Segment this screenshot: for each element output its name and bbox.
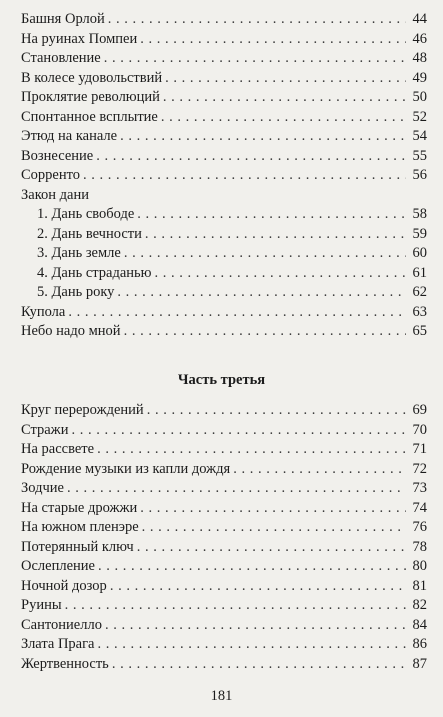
toc-entry-page: 86 [412,636,427,652]
dot-leader [67,479,406,499]
toc-entry-page: 63 [412,303,427,320]
toc-entry-title: Становление [21,50,101,66]
toc-entry [21,10,427,30]
toc-entry-page: 71 [412,441,427,457]
toc-entry-page: 80 [412,558,427,574]
toc-sub-entry [21,264,427,284]
dot-leader [233,460,406,480]
toc-entry-title: В колесе удовольствий [21,69,163,86]
dot-leader [145,225,406,245]
dot-leader [124,322,406,342]
dot-leader [98,557,406,577]
toc-entry [21,557,427,577]
toc-entry-page: 81 [412,577,427,594]
toc-entry-title: Сантониелло [21,616,102,633]
toc-entry [21,440,427,460]
toc-entry-page: 55 [412,147,427,164]
dot-leader [96,147,406,167]
dot-leader [112,655,406,675]
toc-entry-page: 65 [412,323,427,339]
dot-leader [165,69,406,89]
dot-leader [154,264,406,284]
dot-leader [137,205,406,225]
toc-entry-title: На руинах Помпеи [21,30,138,47]
dot-leader [110,577,406,597]
toc-entry [21,127,427,147]
dot-leader [105,616,406,636]
toc-entry-title: Вознесение [21,147,94,164]
toc-entry-page: 72 [412,460,427,477]
toc-entry [21,616,427,636]
toc-entry-title: На старые дрожжи [21,499,138,516]
toc-entry-title: Злата Прага [21,636,95,652]
dot-leader [97,440,406,460]
dot-leader [137,538,406,558]
toc-entry-title: На рассвете [21,441,95,457]
toc-entry [21,499,427,519]
dot-leader [120,127,406,147]
dot-leader [163,88,406,108]
toc-entry-title: Стражи [21,421,69,438]
toc-entry [21,30,427,50]
toc-entry-page: 56 [412,167,427,183]
toc-entry-page: 73 [412,480,427,496]
toc-entry-page: 61 [412,264,427,281]
toc-sub-entry [21,283,427,303]
toc-entry [21,322,427,342]
toc-sub-entry [21,205,427,225]
toc-entry [21,635,427,655]
toc-entry-page: 46 [412,30,427,47]
toc-entry [21,303,427,323]
toc-entry-page: 82 [412,597,427,613]
toc-entry-title: 2. Дань вечности [37,225,142,242]
toc-entry [21,166,427,186]
toc-entry-title: Ослепление [21,558,95,574]
dot-leader [140,499,406,519]
toc-entry [21,538,427,558]
toc-entry-title: Руины [21,597,62,613]
toc-list-part-two [21,10,427,342]
dot-leader [71,421,406,441]
dot-leader [147,401,406,421]
dot-leader [104,49,406,69]
toc-entry-title: Проклятие революций [21,89,160,105]
toc-entry-page: 44 [412,11,427,27]
dot-leader [65,596,406,616]
toc-entry [21,518,427,538]
toc-entry-page: 59 [412,225,427,242]
toc-entry-page: 50 [412,89,427,105]
toc-entry-page: 74 [412,499,427,516]
toc-entry-page: 78 [412,538,427,555]
toc-sub-entry [21,244,427,264]
toc-entry-title: Круг перерождений [21,402,144,418]
dot-leader [68,303,406,323]
toc-entry-title: 4. Дань страданью [37,264,152,281]
dot-leader [140,30,406,50]
toc-entry-title: Потерянный ключ [21,538,134,555]
toc-entry [21,655,427,675]
toc-entry-page: 70 [412,421,427,438]
toc-entry-page: 62 [412,284,427,300]
toc-entry-title: Сорренто [21,167,81,183]
dot-leader [83,166,406,186]
toc-entry [21,401,427,421]
toc-entry-page: 60 [412,245,427,261]
toc-entry [21,49,427,69]
toc-entry-title: Башня Орлой [21,11,105,27]
toc-entry-title: Небо надо мной [21,323,121,339]
toc-entry-title: Ночной дозор [21,577,107,594]
toc-entry-title: 5. Дань року [37,284,115,300]
toc-entry-page: 69 [412,402,427,418]
toc-entry-title: 3. Дань земле [37,245,121,261]
toc-entry [21,596,427,616]
toc-entry-page: 54 [412,128,427,144]
toc-entry-title: Зодчие [21,480,64,496]
toc-entry [21,577,427,597]
toc-entry [21,460,427,480]
dot-leader [161,108,406,128]
toc-entry [21,88,427,108]
dot-leader [142,518,406,538]
toc-entry-title: Жертвенность [21,655,109,672]
dot-leader [117,283,406,303]
toc-entry-page: 58 [412,206,427,222]
toc-entry-title: 1. Дань свободе [37,206,135,222]
toc-list-part-three [21,401,427,674]
toc-entry [21,147,427,167]
toc-entry-page: 76 [412,519,427,535]
page-number: 181 [210,688,233,704]
toc-section-heading: Закон дани [21,186,89,203]
toc-entry-page: 52 [412,108,427,125]
toc-sub-entry [21,225,427,245]
dot-leader [108,10,406,30]
toc-entry-page: 49 [412,69,427,86]
toc-entry-page: 48 [412,50,427,66]
dot-leader [97,635,406,655]
toc-entry-page: 84 [412,616,427,633]
toc-entry-title: На южном пленэре [21,519,139,535]
toc-entry [21,421,427,441]
dot-leader [124,244,406,264]
toc-entry [21,108,427,128]
part-title: Часть третья [177,372,266,388]
toc-entry-title: Спонтанное всплытие [21,108,158,125]
toc-entry [21,69,427,89]
toc-entry-title: Рождение музыки из капли дождя [21,460,231,477]
toc-entry-title: Этюд на канале [21,128,118,144]
toc-entry [21,479,427,499]
toc-entry-title: Купола [21,303,66,320]
toc-entry-page: 87 [412,655,427,672]
